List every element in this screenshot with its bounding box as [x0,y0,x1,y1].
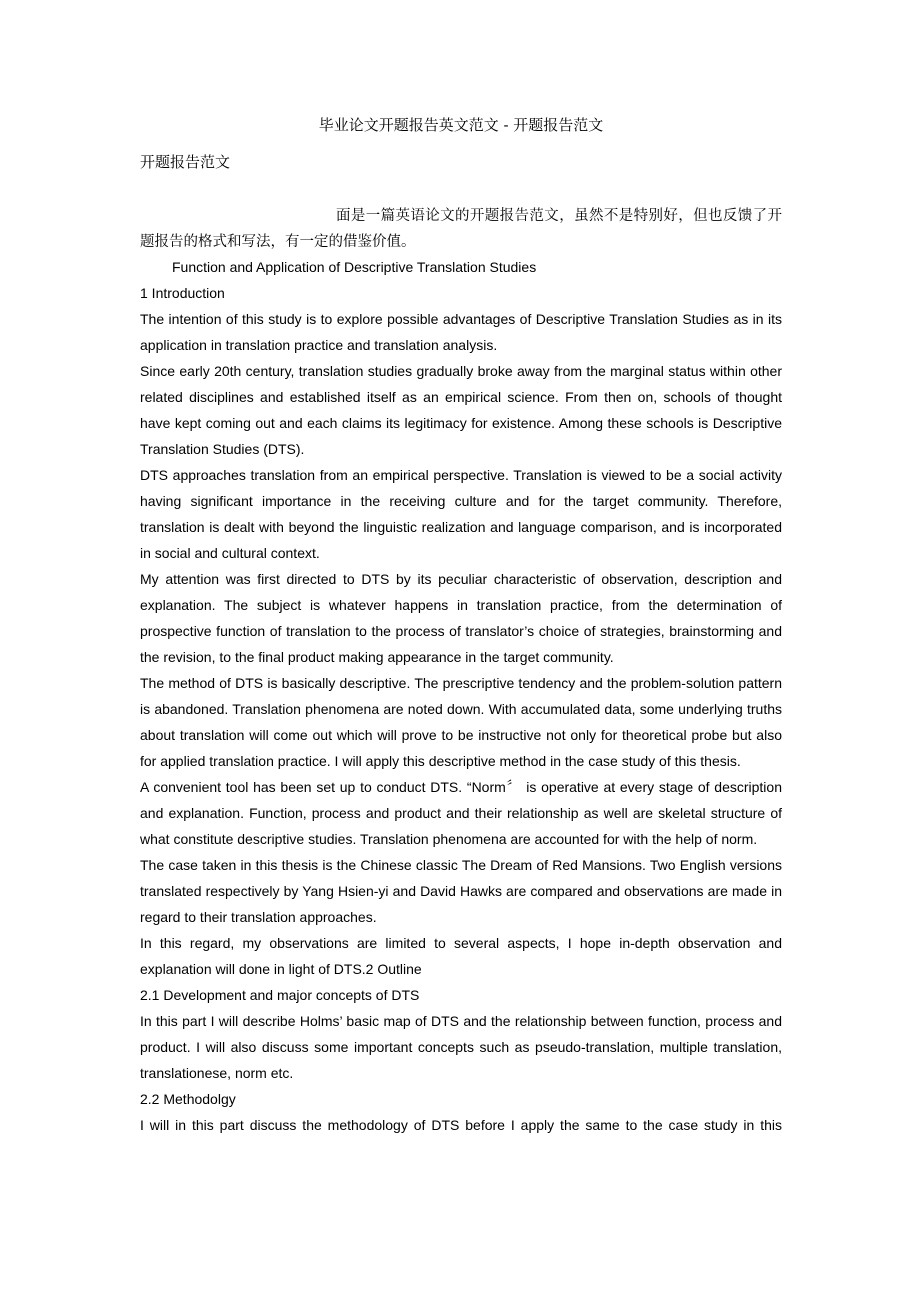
paragraph-norm: A convenient tool has been set up to conduct DTS. “Norm〞 is operative at every stage of description and explanation. Function, process and product and their relationship as well are skeletal structure of what constitute descriptive studies. Translation phenomena are accounted for with the help of norm. [140,779,782,847]
paragraph-dts-approach: DTS approaches translation from an empirical perspective. Translation is viewed to be a social activity having significant importance in the receiving culture and for the target community. Therefore, translation is dealt with beyond the linguistic realization and language comparison, and is incorporated in social and cultural context. [140,467,782,561]
paragraph-history: Since early 20th century, translation studies gradually broke away from the marginal status within other related disciplines and established itself as an empirical science. From then on, schools of thought have kept coming out and each claims its legitimacy for existence. Among these schools is Descriptive Translation Studies (DTS). [140,363,782,457]
section-heading-2-2: 2.2 Methodolgy [140,1091,236,1107]
chinese-intro-paragraph: 面是一篇英语论文的开题报告范文，虽然不是特别好，但也反馈了开题报告的格式和写法，有一定的借鉴价值。 [140,208,782,250]
essay-title: Function and Application of Descriptive Translation Studies [172,259,537,275]
paragraph-methodology: I will in this part discuss the methodology of DTS before I apply the same to the case study in this [140,1117,782,1133]
document-title: 毕业论文开题报告英文范文 - 开题报告范文 [318,116,604,134]
paragraph-method: The method of DTS is basically descriptive. The prescriptive tendency and the problem-solution pattern is abandoned. Translation phenomena are noted down. With accumulated data, some underlying truths about translation will come out which will prove to be instructive not only for theoretical probe but also for applied translation practice. I will apply this descriptive method in the case study of this thesis. [140,675,782,769]
essay-body [140,254,782,1138]
paragraph-attention: My attention was first directed to DTS by its peculiar characteristic of observation, description and explanation. The subject is whatever happens in translation practice, from the determination of prospective function of translation to the process of translator’s choice of strategies, brainstorming and the revision, to the final product making appearance in the target community. [140,571,782,665]
document-subtitle: 开题报告范文 [140,153,231,171]
section-heading-2-1: 2.1 Development and major concepts of DTS [140,987,420,1003]
paragraph-intention: The intention of this study is to explore possible advantages of Descriptive Translation Studies as in its application in translation practice and translation analysis. [140,311,782,353]
paragraph-observations: In this regard, my observations are limited to several aspects, I hope in-depth observation and explanation will done in light of DTS.2 Outline [140,935,782,977]
paragraph-case-study: The case taken in this thesis is the Chinese classic The Dream of Red Mansions. Two English versions translated respectively by Yang Hsien-yi and David Hawks are compared and observations are made in regard to their translation approaches. [140,857,782,925]
section-heading-introduction: 1 Introduction [140,285,225,301]
paragraph-holms-map: In this part I will describe Holms’ basic map of DTS and the relationship between function, process and product. I will also discuss some important concepts such as pseudo-translation, multiple translation, translationese, norm etc. [140,1013,782,1081]
